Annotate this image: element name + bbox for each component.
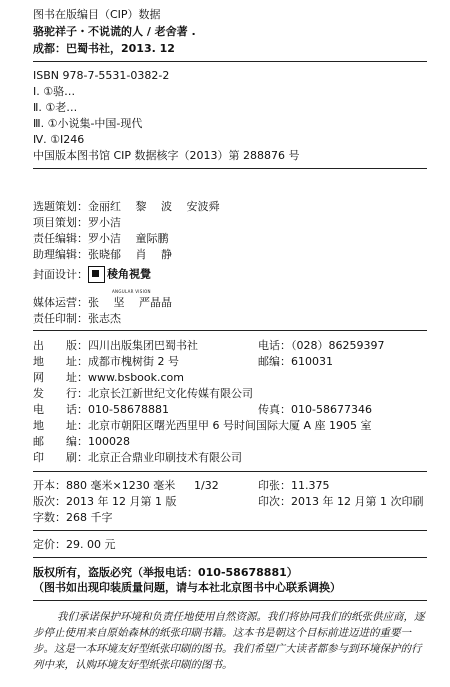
- staff-value: 张 坚 严晶晶: [88, 296, 172, 309]
- field-value: 880 毫米×1230 毫米: [66, 479, 176, 492]
- cip-heading: 图书在版编目（CIP）数据: [33, 8, 161, 21]
- staff-label: 助理编辑：: [33, 248, 88, 261]
- staff-label: 责任印制：: [33, 312, 88, 325]
- field-value: 610031: [291, 355, 333, 368]
- field-value: 010-58677346: [291, 403, 372, 416]
- field-label: 版次：: [33, 495, 66, 508]
- field-value: 四川出版集团巴蜀书社: [88, 339, 198, 352]
- website-link[interactable]: www.bsbook.com: [88, 371, 184, 384]
- publisher-tel: [258, 339, 384, 353]
- field-label: 印 刷：: [33, 451, 88, 464]
- field-label: 传真：: [258, 403, 291, 416]
- staff-row: [33, 248, 172, 262]
- design-logo-icon: [88, 266, 105, 283]
- field-label: 地 址：: [33, 419, 88, 432]
- class-2: Ⅱ. ①老…: [33, 101, 78, 114]
- field-label: 印次：: [258, 495, 291, 508]
- spec-fold: 1/32: [194, 479, 219, 492]
- distributor-fax: [258, 403, 372, 417]
- staff-label: 责任编辑：: [33, 232, 88, 245]
- distributor-row: [33, 387, 253, 401]
- divider: [33, 530, 427, 531]
- staff-label: 选题策划：: [33, 200, 88, 213]
- field-label: 出 版：: [33, 339, 88, 352]
- class-3: Ⅲ. ①小说集-中国-现代: [33, 117, 143, 130]
- staff-value: 稜角視覺: [107, 267, 151, 281]
- staff-row: [33, 232, 169, 246]
- spec-edition: [33, 495, 176, 509]
- cip-title-line: 骆驼祥子・不说谎的人 / 老舍著 .: [33, 25, 196, 38]
- eco-line: 步停止使用来自原始森林的纸张印刷书籍。这本书是朝这个目标前进迈进的重要一: [33, 627, 411, 639]
- staff-row: [33, 200, 220, 214]
- distributor-zip: [33, 435, 130, 449]
- isbn: ISBN 978-7-5531-0382-2: [33, 69, 170, 82]
- divider: [33, 557, 427, 558]
- field-label: 开本：: [33, 479, 66, 492]
- field-value: 2013 年 12 月第 1 版: [66, 495, 177, 508]
- cip-number: 中国版本图书馆 CIP 数据核字（2013）第 288876 号: [33, 149, 300, 162]
- staff-row: [33, 296, 172, 310]
- divider: [33, 61, 427, 62]
- spec-wordcount: [33, 511, 113, 525]
- spec-printing: [258, 495, 423, 509]
- staff-row: [33, 266, 151, 283]
- rights-line: 版权所有，盗版必究（举报电话：010-58678881）: [33, 566, 298, 579]
- field-value: 268 千字: [66, 511, 113, 524]
- field-label: 邮编：: [258, 355, 291, 368]
- publisher-website: [33, 371, 184, 385]
- field-label: 定价：: [33, 538, 66, 551]
- divider: [33, 471, 427, 472]
- class-4: Ⅳ. ①I246: [33, 133, 85, 146]
- cip-pub-line: 成都：巴蜀书社，2013. 12: [33, 42, 175, 55]
- field-value: （028）86259397: [291, 339, 385, 352]
- field-label: 发 行：: [33, 387, 88, 400]
- publisher-address: [33, 355, 179, 369]
- class-1: Ⅰ. ①骆…: [33, 85, 76, 98]
- staff-row: [33, 312, 121, 326]
- distributor-tel: [33, 403, 169, 417]
- field-value: 北京长江新世纪文化传媒有限公司: [88, 387, 253, 400]
- field-value: 成都市槐树街 2 号: [88, 355, 179, 368]
- field-label: 电话：: [258, 339, 291, 352]
- field-value: 2013 年 12 月第 1 次印刷: [291, 495, 424, 508]
- field-label: 邮 编：: [33, 435, 88, 448]
- field-value: 010-58678881: [88, 403, 169, 416]
- rights-note: （图书如出现印装质量问题，请与本社北京图书中心联系调换）: [33, 581, 341, 594]
- staff-row: [33, 216, 121, 230]
- field-value: 北京正合鼎业印刷技术有限公司: [88, 451, 242, 464]
- field-value: 北京市朝阳区曙光西里甲 6 号时间国际大厦 A 座 1905 室: [88, 419, 372, 432]
- field-label: 电 话：: [33, 403, 88, 416]
- staff-value: 张志杰: [88, 312, 121, 325]
- field-label: 地 址：: [33, 355, 88, 368]
- field-label: 印张：: [258, 479, 291, 492]
- publisher-zip: [258, 355, 333, 369]
- staff-value: 罗小洁: [88, 216, 121, 229]
- eco-line: 我们承诺保护环境和负责任地使用自然资源。我们将协同我们的纸张供应商，逐: [57, 611, 425, 623]
- field-value: 29. 00 元: [66, 538, 116, 551]
- printer-row: [33, 451, 242, 465]
- spec-format: [33, 479, 175, 493]
- field-value: 11.375: [291, 479, 330, 492]
- staff-label: 项目策划：: [33, 216, 88, 229]
- field-label: 字数：: [33, 511, 66, 524]
- distributor-address: [33, 419, 372, 433]
- eco-line: 列中来，认购环境友好型纸张印刷的图书。: [33, 659, 233, 671]
- publisher-row: [33, 339, 198, 353]
- divider: [33, 330, 427, 331]
- staff-value: 金丽红 黎 波 安波舜: [88, 200, 220, 213]
- eco-line: 步。这是一本环境友好型纸张印刷的图书。我们希望广大读者都参与到环境保护的行: [33, 643, 422, 655]
- divider: [33, 600, 427, 601]
- staff-label: 媒体运营：: [33, 296, 88, 309]
- spec-sheets: [258, 479, 330, 493]
- staff-value: 张晓郁 肖 静: [88, 248, 172, 261]
- staff-value: 罗小洁 童际鹏: [88, 232, 169, 245]
- field-value: 100028: [88, 435, 130, 448]
- field-label: 网 址：: [33, 371, 88, 384]
- price-row: [33, 538, 115, 552]
- design-logo-subtext: ANGULAR VISION: [112, 289, 151, 294]
- divider: [33, 168, 427, 169]
- staff-label: 封面设计：: [33, 267, 88, 281]
